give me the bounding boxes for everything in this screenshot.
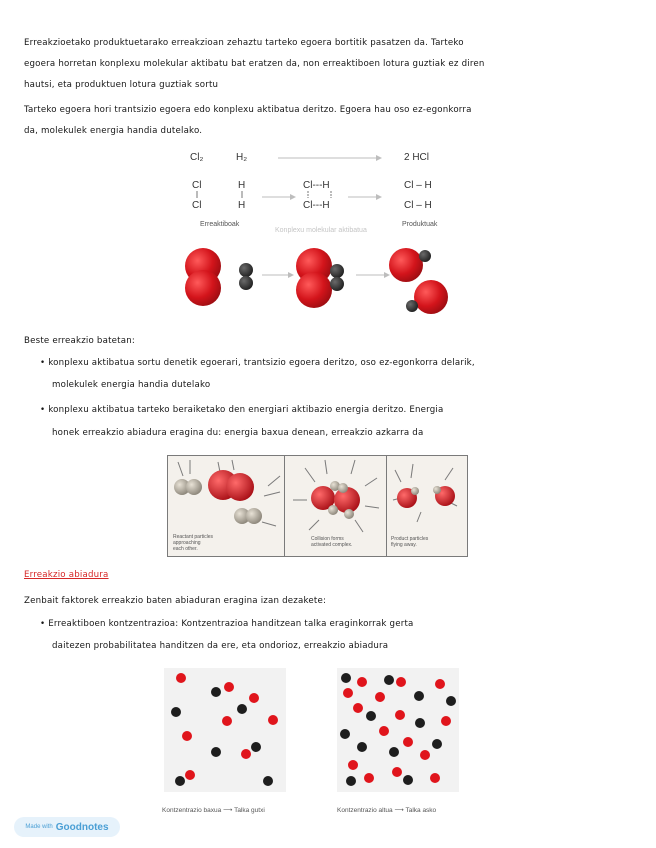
panel-caption: Collision forms activated complex.	[311, 536, 353, 548]
badge-small-text: Made with	[25, 824, 53, 830]
bullets-title: Beste erreakzio batetan:	[24, 336, 136, 346]
reactant-h-top: H	[238, 180, 246, 191]
bullet-1-line-1: • konplexu aktibatua sortu denetik egoerari, trantsizio egoera deritzo, oso ez-egonkorra delarik,	[40, 358, 475, 368]
formula-h2: H₂	[236, 152, 248, 163]
label-complex: Konplexu molekular aktibatua	[275, 227, 367, 234]
paragraph-line: hautsi, eta produktuen lotura guztiak sortu	[24, 80, 219, 90]
reactant-cl-top: Cl	[192, 180, 202, 191]
complex-row-bottom: Cl---H	[303, 200, 330, 211]
panel-caption: Reactant particles approaching each other.	[173, 534, 214, 552]
paragraph-line: Tarteko egoera hori trantsizio egoera edo konplexu aktibatua deritzo. Egoera hau oso ez-egonkorra	[24, 105, 472, 115]
reactant-cl-bottom: Cl	[192, 200, 202, 211]
badge-brand-text: Goodnotes	[55, 821, 109, 833]
label-products: Produktuak	[402, 221, 438, 228]
bullet-2-line-1: • konplexu aktibatua tarteko beraiketako den energiari aktibazio energia deritzo. Energia	[40, 405, 444, 415]
paragraph-line: egoera horretan konplexu molekular aktibatu bat eratzen da, non erreaktiboen lotura guztiak ez diren	[24, 59, 485, 69]
label-reactants: Erreaktiboak	[200, 221, 240, 228]
bullet-1-line-2: molekulek energia handia dutelako	[52, 380, 211, 390]
section-bullet-line-1: • Erreaktiboen kontzentrazioa: Kontzentrazioa handitzean talka eraginkorrak gerta	[40, 619, 414, 629]
paragraph-line: da, molekulek energia handia dutelako.	[24, 126, 203, 136]
paragraph-line: Erreakzioetako produktuetarako erreakzioan zehaztu tarteko egoera bortitik pasatzen da. Tarteko	[24, 38, 464, 48]
low-concentration-label: Kontzentrazio baxua ⟶ Talka gutxi	[162, 807, 265, 814]
formula-cl2: Cl₂	[190, 152, 204, 163]
product-row-top: Cl – H	[404, 180, 432, 191]
formula-2hcl: 2 HCl	[404, 152, 430, 163]
bullet-2-line-2: honek erreakzio abiadura eragina du: energia baxua denean, erreakzio azkarra da	[52, 428, 424, 438]
section-title: Erreakzio abiadura	[24, 570, 109, 580]
high-concentration-label: Kontzentrazio altua ⟶ Talka asko	[337, 807, 437, 814]
complex-row-top: Cl---H	[303, 180, 330, 191]
section-line: Zenbait faktorek erreakzio baten abiaduran eragina izan dezakete:	[24, 596, 327, 606]
panel-caption: Product particles flying away.	[391, 536, 429, 548]
section-bullet-line-2: daitezen probabilitatea handitzen da ere, eta ondorioz, erreakzio abiadura	[52, 641, 389, 651]
product-row-bottom: Cl – H	[404, 200, 432, 211]
made-with-goodnotes-badge[interactable]	[14, 817, 120, 837]
reactant-h-bottom: H	[238, 200, 246, 211]
